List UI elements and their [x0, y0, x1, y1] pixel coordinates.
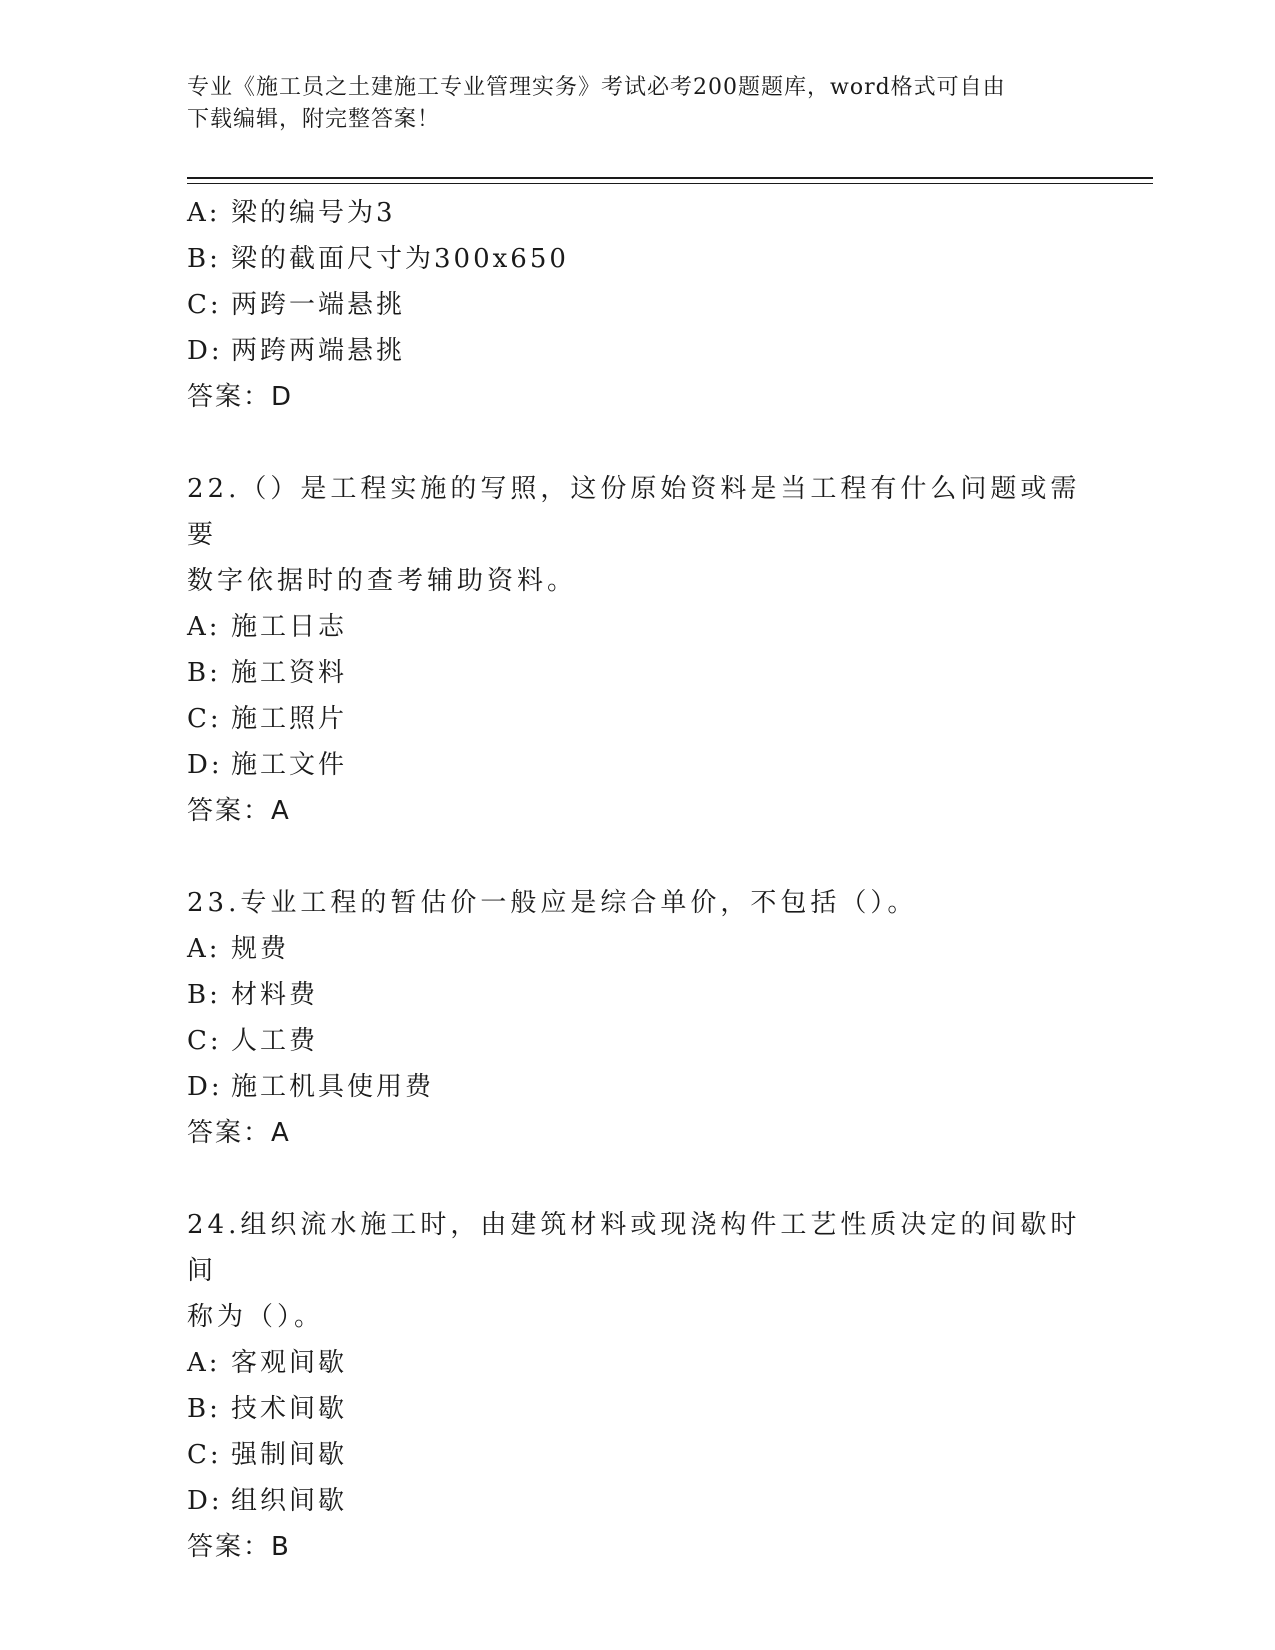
option-key: C:: [187, 1026, 222, 1056]
option-b: [187, 236, 1087, 282]
option-a: [187, 604, 1087, 650]
option-a: [187, 190, 1087, 236]
option-key: A:: [187, 612, 221, 642]
option-text: 两跨两端悬挑: [231, 336, 406, 366]
spacer: [187, 420, 1087, 466]
option-c: [187, 1432, 1087, 1478]
spacer: [187, 1156, 1087, 1202]
option-a: [187, 926, 1087, 972]
option-d: [187, 1064, 1087, 1110]
option-key: B:: [187, 244, 221, 274]
header-rule-thin: [187, 183, 1153, 184]
header-line-2: 下载编辑，附完整答案！: [187, 107, 441, 132]
question-23: [187, 880, 1087, 1156]
option-text: 梁的编号为3: [231, 198, 396, 228]
option-text: 材料费: [231, 980, 319, 1010]
question-stem-line-2: 称为（）。: [187, 1302, 325, 1332]
option-d: [187, 1478, 1087, 1524]
option-key: D:: [187, 1486, 223, 1516]
option-text: 两跨一端悬挑: [231, 290, 406, 320]
header-line-1: 专业《施工员之土建施工专业管理实务》考试必考200题题库，word格式可自由: [187, 75, 1006, 100]
option-text: 施工日志: [231, 612, 348, 642]
option-key: B:: [187, 980, 221, 1010]
answer-line: 答案：D: [187, 382, 294, 412]
option-b: [187, 650, 1087, 696]
option-key: C:: [187, 704, 222, 734]
question-stem-line-2: 数字依据时的查考辅助资料。: [187, 566, 578, 596]
option-key: A:: [187, 198, 221, 228]
spacer: [187, 834, 1087, 880]
option-text: 梁的截面尺寸为300x650: [231, 244, 569, 274]
option-key: D:: [187, 750, 223, 780]
option-text: 施工文件: [231, 750, 348, 780]
option-key: D:: [187, 336, 223, 366]
option-text: 客观间歇: [231, 1348, 348, 1378]
option-key: D:: [187, 1072, 223, 1102]
question-22: [187, 466, 1087, 834]
question-21: [187, 190, 1087, 420]
option-text: 人工费: [231, 1026, 319, 1056]
option-b: [187, 972, 1087, 1018]
answer-line: 答案：B: [187, 1532, 291, 1562]
option-text: 组织间歇: [231, 1486, 348, 1516]
option-key: C:: [187, 1440, 222, 1470]
option-key: C:: [187, 290, 222, 320]
option-b: [187, 1386, 1087, 1432]
option-d: [187, 742, 1087, 788]
question-24: [187, 1202, 1087, 1570]
option-c: [187, 282, 1087, 328]
option-c: [187, 696, 1087, 742]
header-rule-thick: [187, 177, 1153, 179]
option-text: 施工资料: [231, 658, 348, 688]
option-a: [187, 1340, 1087, 1386]
option-text: 施工机具使用费: [231, 1072, 435, 1102]
question-stem-line-1: 24.组织流水施工时，由建筑材料或现浇构件工艺性质决定的间歇时间: [187, 1210, 1081, 1286]
document-header: [187, 72, 1067, 136]
option-c: [187, 1018, 1087, 1064]
question-stem-line-1: 22.（）是工程实施的写照，这份原始资料是当工程有什么问题或需要: [187, 474, 1081, 550]
option-text: 技术间歇: [231, 1394, 348, 1424]
option-text: 规费: [231, 934, 290, 964]
question-stem-line-1: 23.专业工程的暂估价一般应是综合单价，不包括（）。: [187, 888, 918, 918]
option-key: A:: [187, 1348, 221, 1378]
option-key: B:: [187, 658, 221, 688]
option-text: 强制间歇: [231, 1440, 348, 1470]
question-list: [187, 190, 1087, 1570]
option-d: [187, 328, 1087, 374]
option-key: A:: [187, 934, 221, 964]
option-text: 施工照片: [231, 704, 348, 734]
answer-line: 答案：A: [187, 796, 291, 826]
option-key: B:: [187, 1394, 221, 1424]
answer-line: 答案：A: [187, 1118, 291, 1148]
